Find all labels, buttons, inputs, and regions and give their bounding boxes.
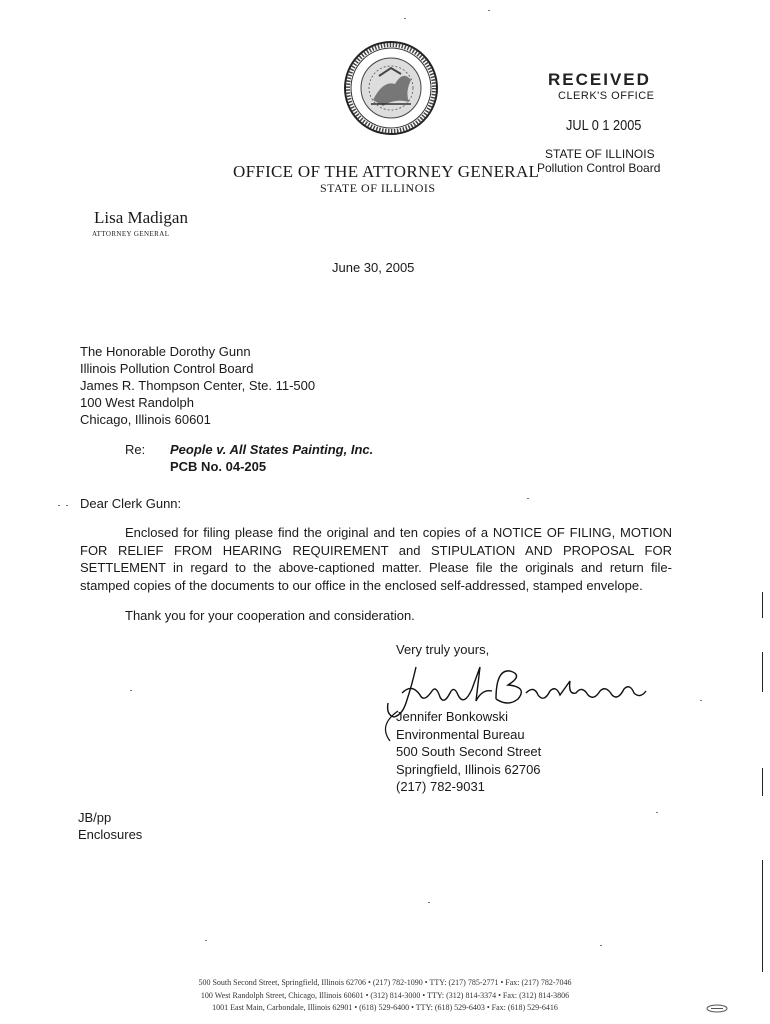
thanks-line: Thank you for your cooperation and consideration.	[125, 608, 415, 623]
scan-mark	[762, 652, 763, 692]
office-state: STATE OF ILLINOIS	[320, 181, 436, 195]
footer-carbondale: 1001 East Main, Carbondale, Illinois 62901 • (618) 529-6400 • TTY: (618) 529-6403 • Fax: (618) 529-6416	[212, 1003, 558, 1012]
addressee-line: James R. Thompson Center, Ste. 11-500	[80, 378, 316, 393]
signer-bureau: Environmental Bureau	[396, 726, 525, 742]
scan-speck	[130, 690, 132, 691]
enclosures-label: Enclosures	[78, 827, 143, 842]
re-label: Re:	[125, 442, 146, 457]
signer-name: Jennifer Bonkowski	[396, 709, 508, 724]
scan-speck	[58, 505, 60, 506]
addressee-block	[80, 343, 315, 428]
signer-street: 500 South Second Street	[396, 744, 542, 759]
stamp-board: Pollution Control Board	[537, 161, 661, 175]
addressee-line: 100 West Randolph	[80, 395, 194, 410]
scan-speck	[428, 902, 430, 903]
signer-phone: (217) 782-9031	[396, 779, 485, 794]
footer-springfield: 500 South Second Street, Springfield, Illinois 62706 • (217) 782-1090 • TTY: (217) 785-2771 • Fax: (217) 782-7046	[198, 978, 572, 987]
received-date: JUL 0 1 2005	[566, 117, 642, 134]
attorney-general-name: Lisa Madigan	[94, 208, 188, 227]
scan-speck	[527, 498, 529, 499]
addressee-line: Chicago, Illinois 60601	[80, 412, 211, 427]
scan-mark	[762, 860, 763, 972]
salutation: Dear Clerk Gunn:	[80, 496, 182, 511]
received-stamp: RECEIVED	[548, 70, 651, 89]
closing: Very truly yours,	[396, 642, 490, 657]
scan-speck	[600, 945, 602, 946]
initials-block	[78, 809, 142, 843]
scan-speck	[488, 10, 490, 11]
scan-speck	[700, 700, 702, 701]
stamp-state: STATE OF ILLINOIS	[545, 147, 655, 161]
attorney-general-title: ATTORNEY GENERAL	[92, 230, 170, 238]
scan-speck	[656, 812, 658, 813]
case-name: People v. All States Painting, Inc.	[170, 442, 374, 457]
scan-mark	[762, 592, 763, 618]
footer-chicago: 100 West Randolph Street, Chicago, Illinois 60601 • (312) 814-3000 • TTY: (312) 814-3374 • Fax: (312) 814-3806	[200, 991, 570, 1000]
scan-speck	[66, 505, 68, 506]
addressee-line: Illinois Pollution Control Board	[80, 361, 254, 376]
scan-mark	[762, 768, 763, 796]
case-number: PCB No. 04-205	[170, 459, 267, 474]
office-title: OFFICE OF THE ATTORNEY GENERAL	[233, 162, 540, 181]
scan-speck	[404, 18, 406, 19]
typist-initials: JB/pp	[78, 810, 112, 825]
scan-speck	[205, 940, 207, 941]
addressee-line: The Honorable Dorothy Gunn	[80, 344, 251, 359]
signer-city: Springfield, Illinois 62706	[396, 761, 541, 777]
body-paragraph: Enclosed for filing please find the original and ten copies of a NOTICE OF FILING, MOTION FOR RELIEF FROM HEARING REQUIREMENT and STIPULATION AND PROPOSAL FOR SETTLEMENT in regard to the above-captioned matter. Please file the originals and return file-stamped copies of the documents to our office in the enclosed self-addressed, stamped envelope.	[80, 525, 672, 593]
signature-block	[396, 708, 541, 796]
recycle-icon	[706, 1004, 728, 1013]
clerks-office-label: CLERK'S OFFICE	[558, 90, 655, 102]
state-seal-logo	[343, 40, 439, 136]
letter-date: June 30, 2005	[332, 260, 415, 275]
